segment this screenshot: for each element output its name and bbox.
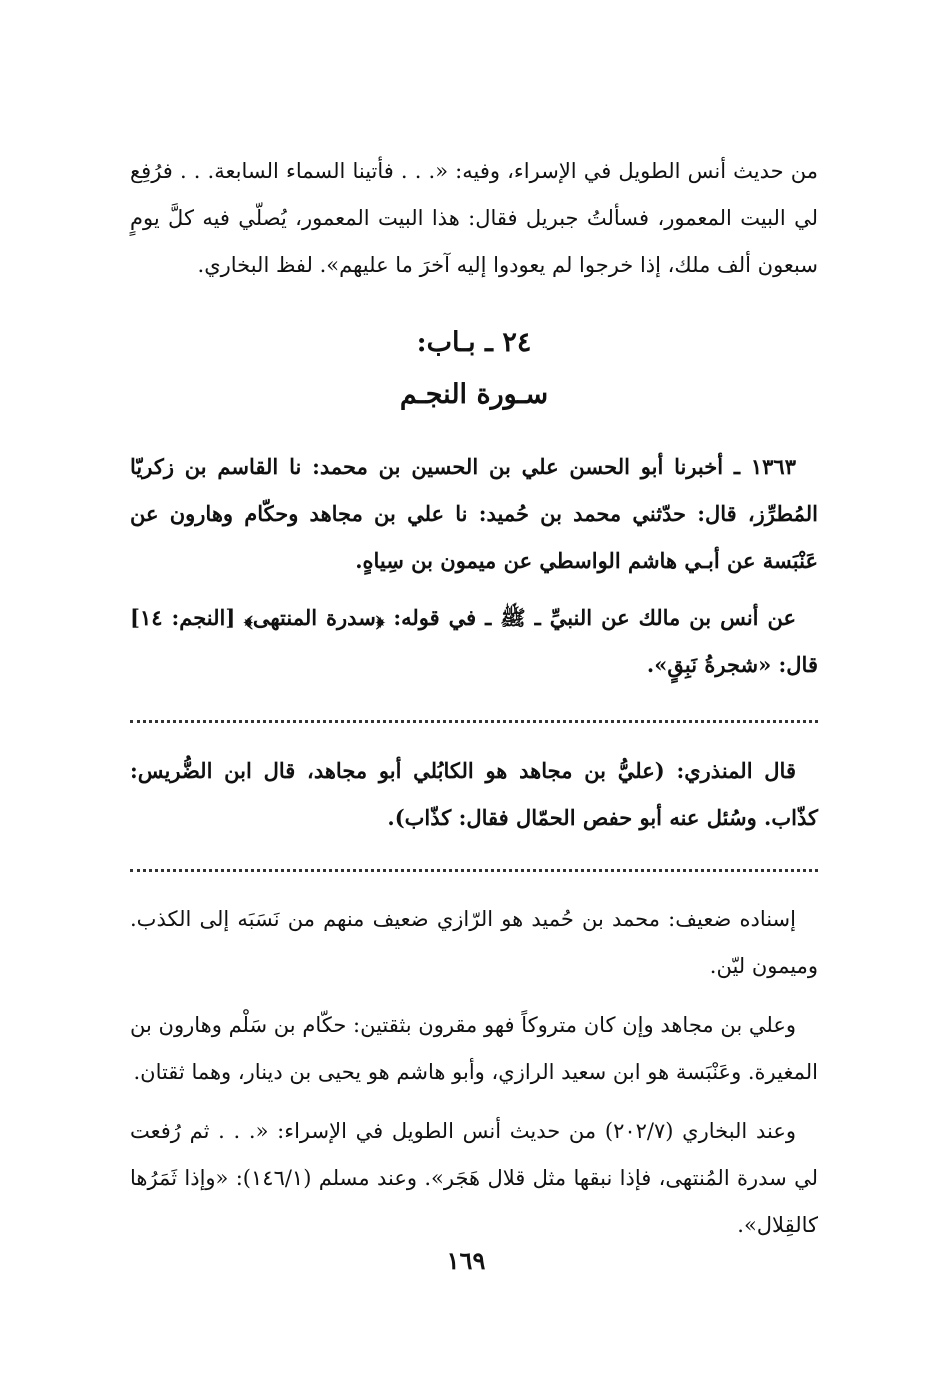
hadith-isnad: ١٣٦٣ ـ أخبرنا أبو الحسن علي بن الحسين بن محمد: نا القاسم بن زكريّا المُطرِّز، قال: حدّثني محمد بن حُميد: نا علي بن مجاهد وحكّام وهارون عن عَنْبَسة عن أبـي هاشم الواسطي عن ميمون بن سِياهٍ. (130, 454, 818, 573)
intro-paragraph: من حديث أنس الطويل في الإسراء، وفيه: «. . . فأتينا السماء السابعة. . . فرُفِع لي البيت المعمور، فسألتُ جبريل فقال: هذا البيت المعمور، يُصلّي فيه كلَّ يومٍ سبعون ألف ملك، إذا خرجوا لم يعودوا إليه آخرَ ما عليهم». لفظ البخاري. (130, 159, 818, 277)
chapter-heading: ٢٤ ـ بـاب: (416, 327, 532, 358)
dotted-divider-bottom (130, 851, 818, 872)
mundhiri-note: قال المنذري: (عليُّ بن مجاهد هو الكابُلي أبو مجاهد، قال ابن الضُّريس: كذّاب. وسُئل عنه أبو حفص الحمّال فقال: كذّاب). (130, 758, 818, 830)
dotted-divider-top (130, 702, 818, 723)
page-number: ١٦٩ (446, 1246, 486, 1275)
chapter-title: سـورة النجـم (399, 379, 549, 410)
commentary-paragraph-3: وعند البخاري (٢٠٢/٧) من حديث أنس الطويل في الإسراء: «. . . ثم رُفعت لي سدرة المُنتهى، فإذا نبقها مثل قلال هَجَر». وعند مسلم (١٤٦/١): «وإذا ثَمَرُها كالقِلال». (130, 1119, 818, 1237)
commentary-paragraph-1: إسناده ضعيف: محمد بن حُميد هو الرّازي ضعيف منهم من نَسَبَه إلى الكذب. وميمون ليّن. (130, 907, 818, 978)
hadith-matn: عن أنس بن مالك عن النبيِّ ـ ﷺ ـ في قوله: ﴿سدرة المنتهى﴾ [النجم: ١٤] قال: «شجرةُ نَبِقٍ». (130, 605, 818, 677)
commentary-paragraph-2: وعلي بن مجاهد وإن كان متروكاً فهو مقرون بثقتين: حكّام بن سَلْم وهارون بن المغيرة. وعَنْبَسة هو ابن سعيد الرازي، وأبو هاشم هو يحيى بن دينار، وهما ثقتان. (130, 1013, 818, 1084)
page-body (130, 148, 818, 1249)
